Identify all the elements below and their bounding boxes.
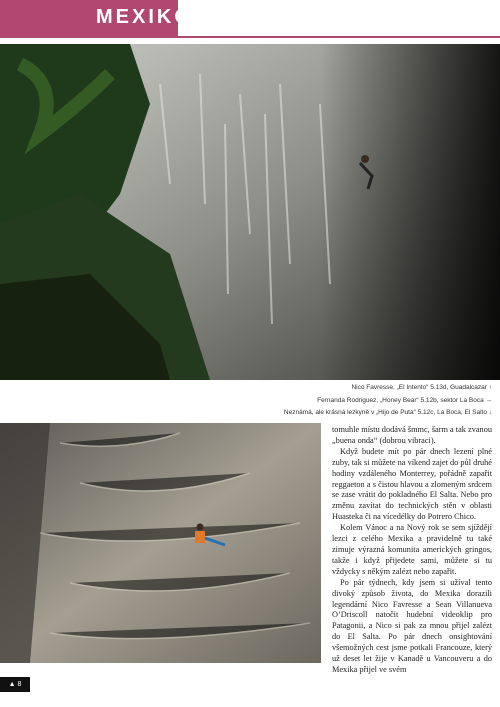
cave-climbing-photo-art: [0, 44, 500, 380]
caption-honey-bear: Fernanda Rodriguez, „Honey Bear“ 5.12b, sektor La Boca →: [317, 396, 492, 404]
caption-top-photo: Nico Favresse, „El Intento“ 5.13d, Guadalcazar ↑: [351, 384, 492, 391]
body-paragraph: Když budete mít po pár dnech lezení plné zuby, tak si můžete na víkend zajet do půl druhé hodiny vzdáleného Monterrey, pořádně zapařit reggaeton a s čistou hlavou a zlomeným srdcem se zase vrátit do pokladného El Salta. Nebo pro změnu zavítat do technických stěn v oblasti Huasteka či na vícedélky do Potrero Chico.: [332, 446, 492, 522]
caption-bottom-photo: Neznámá, ale krásná lezkyně v „Hijo de Puta“ 5.12c, La Boca, El Salto ↓: [283, 409, 492, 416]
wall-climbing-photo: [0, 423, 321, 663]
section-title: MEXIKO: [96, 6, 193, 28]
photo-captions: [92, 382, 492, 420]
body-paragraph: tomuhle místu dodává šmmc, šarm a tak zvanou „buena onda“ (dobrou vibraci).: [332, 425, 492, 445]
cave-climbing-photo: [0, 44, 500, 380]
page-number-badge: ▲ 8: [0, 677, 30, 692]
body-paragraph: Kolem Vánoc a na Nový rok se sem sjíždějí lezci z celého Mexika a pravidelně tu také zimuje výrazná komunita amerických gringos, takže i když přijedete sami, můžete si tu vždycky s někým zalézt nebo zapařit.: [332, 523, 492, 576]
header-rule: [0, 36, 500, 38]
wall-climbing-photo-art: [0, 423, 321, 663]
body-paragraph: Po pár týdnech, kdy jsem si užíval tento divoký způsob života, do Mexika dorazili legendární Nico Favresse a Sean Villanueva O’Driscoll natočit hudební videoklip pro Patagonii, a Nico si pak za mnou přijel zalézt do El Salta. Po pár dnech onsightování všemožných cest jsme potkali Francouze, který už deset let žije v Kanadě u Vancouveru a do Mexika přijel ve svém: [332, 577, 492, 674]
article-body: [332, 425, 492, 676]
